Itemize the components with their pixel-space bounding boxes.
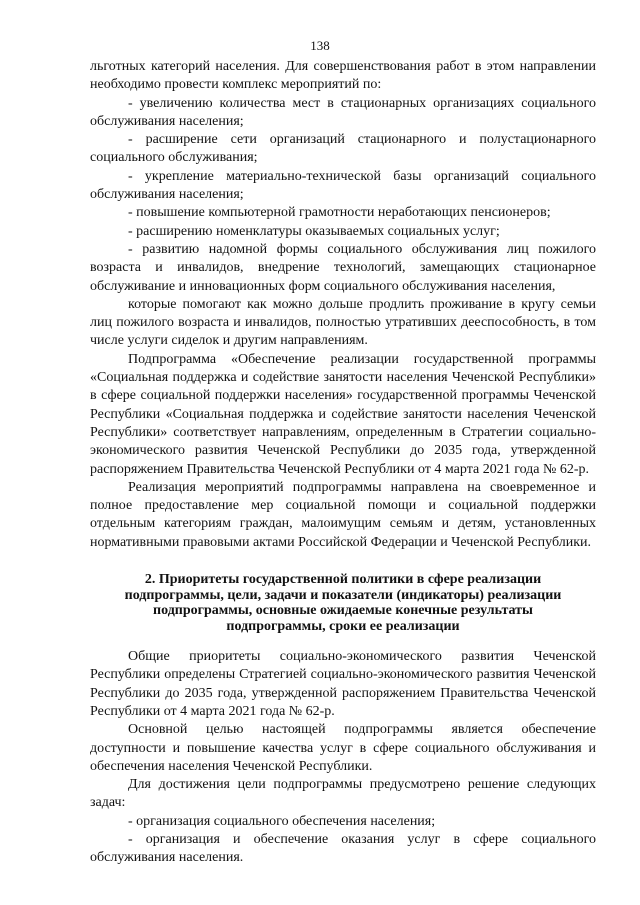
section-heading xyxy=(90,572,596,634)
paragraph: которые помогают как можно дольше продлить проживание в кругу семьи лиц пожилого возраста и инвалидов, полностью утративших дееспособность, в том числе услуги сиделок и другим направлениям. xyxy=(90,296,596,349)
list-item: - увеличению количества мест в стационарных организациях социального обслуживания населения; xyxy=(90,95,596,129)
document-body xyxy=(90,58,596,868)
top-section xyxy=(90,58,596,552)
list-item: - укрепление материально-технической базы организаций социального обслуживания населения; xyxy=(90,168,596,203)
paragraph: Общие приоритеты социально-экономического развития Чеченской Республики определены Стратегией социально-экономического развития Чеченской Республики до 2035 года, утвержденной распоряжением Правительства Чеченской Республики от 4 марта 2021 года № 62-р. xyxy=(90,649,596,719)
paragraph: Основной целью настоящей подпрограммы является обеспечение доступности и повышение качества услуг в сфере социального обслуживания и обеспечения населения Чеченской Республики. xyxy=(90,722,596,774)
bottom-section xyxy=(90,648,596,868)
paragraph: льготных категорий населения. Для совершенствования работ в этом направлении необходимо провести комплекс мероприятий по: xyxy=(90,59,596,93)
paragraph: Реализация мероприятий подпрограммы направлена на своевременное и полное предоставление мер социальной помощи и социальной поддержки отдельным категориям граждан, малоимущим семьям и детям, установленных нормативными правовыми актами Российской Федерации и Чеченской Республики. xyxy=(90,479,596,550)
list-item: - повышение компьютерной грамотности неработающих пенсионеров; xyxy=(128,205,551,221)
list-item: - организация и обеспечение оказания услуг в сфере социального обслуживания населения. xyxy=(90,831,596,866)
paragraph: Для достижения цели подпрограммы предусмотрено решение следующих задач: xyxy=(90,777,596,811)
list-item: - развитию надомной формы социального обслуживания лиц пожилого возраста и инвалидов, внедрение технологий, замещающих стационарное обслуживание и инновационных форм социального обслуживания населения, xyxy=(90,241,596,294)
paragraph: Подпрограмма «Обеспечение реализации государственной программы «Социальная поддержка и содействие занятости населения Чеченской Республики» в сфере социальной поддержки населения» государственной программы Чеченской Республики «Социальная поддержка и содействие занятости населения Чеченской Республики» соответствует направлениям, определенным в Стратегии социально-экономического развития Чеченской Республики до 2035 года, утвержденной распоряжением Правительства Чеченской Республики от 4 марта 2021 года № 62-р. xyxy=(90,351,596,477)
list-item: - расширению номенклатуры оказываемых социальных услуг; xyxy=(128,223,500,239)
list-item: - расширение сети организаций стационарного и полустационарного социального обслуживания; xyxy=(90,132,596,166)
page-number: 138 xyxy=(310,38,330,53)
heading-line: подпрограммы, основные ожидаемые конечные результаты xyxy=(153,603,533,619)
heading-line: подпрограммы, сроки ее реализации xyxy=(226,618,460,634)
heading-line: 2. Приоритеты государственной политики в сфере реализации xyxy=(144,572,542,588)
list-item: - организация социального обеспечения населения; xyxy=(128,813,436,829)
heading-line: подпрограммы, цели, задачи и показатели (индикаторы) реализации xyxy=(124,587,562,603)
